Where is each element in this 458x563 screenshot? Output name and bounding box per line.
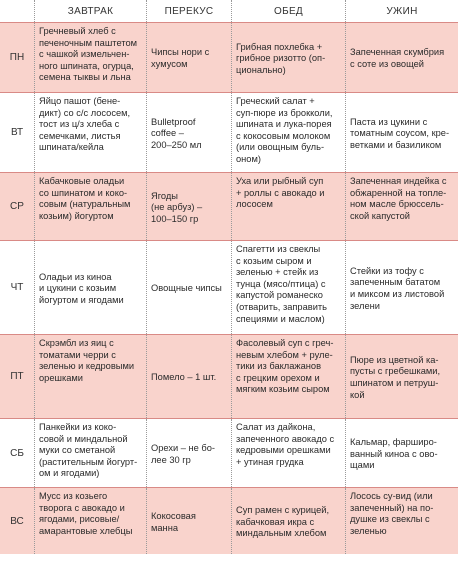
header-dinner: УЖИН (345, 0, 458, 22)
lunch-cell: Суп рамен с курицей, кабачковая икра с миндальным хлебом (231, 488, 345, 554)
snack-cell: Ягоды (не арбуз) – 100–150 гр (146, 173, 231, 240)
snack-cell: Кокосовая манна (146, 488, 231, 554)
dinner-cell: Лосось су-вид (или запеченный) на по- душке из свеклы с зеленью (345, 488, 458, 554)
snack-cell: Bulletproof coffee – 200–250 мл (146, 93, 231, 172)
breakfast-cell: Яйцо пашот (бене- дикт) со с/с лососем, тост из ц/з хлеба с семечками, листья шпината/кейла (34, 93, 146, 172)
snack-cell: Чипсы нори с хумусом (146, 23, 231, 92)
table-row (0, 335, 458, 419)
lunch-cell: Спагетти из свеклы с козьим сыром и зеленью + стейк из тунца (мясо/птица) с капустой романеско (отварить, заправить специями и маслом) (231, 241, 345, 334)
dinner-cell: Запеченная скумбрия с соте из овощей (345, 23, 458, 92)
table-row (0, 241, 458, 335)
lunch-cell: Грибная похлебка + грибное ризотто (оп- ционально) (231, 23, 345, 92)
day-label: СБ (10, 447, 24, 459)
breakfast-cell: Гречневый хлеб с печеночным паштетом с чашкой измельчен- ного шпината, огурца, семена тыквы и льна (34, 23, 146, 92)
table-row (0, 173, 458, 241)
dinner-cell: Пюре из цветной ка- пусты с гребешками, шпинатом и петруш- кой (345, 335, 458, 418)
header-lunch: ОБЕД (231, 0, 345, 22)
breakfast-cell: Панкейки из коко- совой и миндальной муки со сметаной (растительным йогурт- ом и ягодами) (34, 419, 146, 487)
dinner-cell: Стейки из тофу с запеченным бататом и миксом из листовой зелени (345, 241, 458, 334)
breakfast-cell: Кабачковые оладьи со шпинатом и коко- совым (натуральным козьим) йогуртом (34, 173, 146, 240)
table-row (0, 93, 458, 173)
lunch-cell: Уха или рыбный суп + роллы с авокадо и лососем (231, 173, 345, 240)
snack-cell: Орехи – не бо- лее 30 гр (146, 419, 231, 487)
dinner-cell: Запеченная индейка с обжаренной на топле- ном масле брюссель- ской капустой (345, 173, 458, 240)
lunch-cell: Греческий салат + суп-пюре из брокколи, шпината и лука-порея с кокосовым молоком (или овощным буль- оном) (231, 93, 345, 172)
breakfast-cell: Оладьи из киноа и цукини с козьим йогуртом и ягодами (34, 241, 146, 334)
table-row (0, 419, 458, 488)
header-breakfast: ЗАВТРАК (34, 0, 146, 22)
header-day-column (0, 0, 34, 22)
day-label: СР (10, 201, 24, 212)
snack-cell: Помело – 1 шт. (146, 335, 231, 418)
breakfast-cell: Скрэмбл из яиц с томатами черри с зеленью и кедровыми орешками (34, 335, 146, 418)
table-row (0, 23, 458, 93)
lunch-cell: Салат из дайкона, запеченного авокадо с кедровыми орешками + утиная грудка (231, 419, 345, 487)
day-label: ВС (10, 515, 24, 527)
breakfast-cell: Мусс из козьего творога с авокадо и ягодами, рисовые/ амарантовые хлебцы (34, 488, 146, 554)
dinner-cell: Кальмар, фарширо- ванный киноа с ово- щами (345, 419, 458, 487)
dinner-cell: Паста из цукини с томатным соусом, кре- ветками и базиликом (345, 93, 458, 172)
lunch-cell: Фасолевый суп с греч- невым хлебом + руле- тики из баклажанов с грецким орехом и мягким козьим сыром (231, 335, 345, 418)
day-label: ВТ (10, 127, 24, 138)
snack-cell: Овощные чипсы (146, 241, 231, 334)
header-snack: ПЕРЕКУС (146, 0, 231, 22)
day-label: ЧТ (10, 282, 24, 293)
table-header-row (0, 0, 458, 23)
day-label: ПН (9, 52, 25, 63)
table-row (0, 488, 458, 554)
day-label: ПТ (10, 371, 24, 382)
